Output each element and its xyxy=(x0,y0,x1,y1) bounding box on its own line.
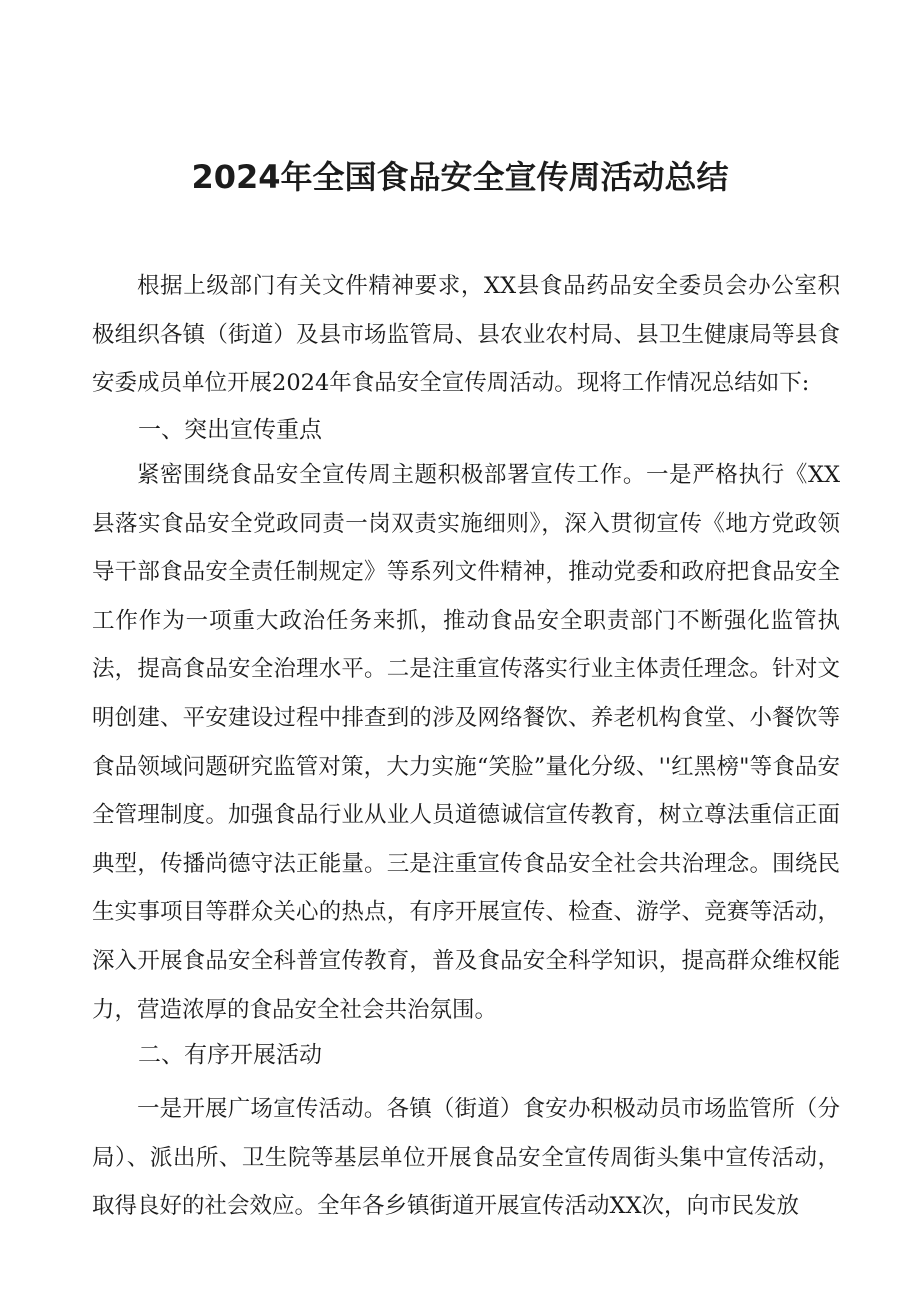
section-1-paragraph: 紧密围绕食品安全宣传周主题积极部署宣传工作。一是严格执行《XX县落实食品安全党政同责一岗双责实施细则》，深入贯彻宣传《地方党政领导干部食品安全责任制规定》等系列文件精神，推动党委和政府把食品安全工作作为一项重大政治任务来抓，推动食品安全职责部门不断强化监管执法，提高食品安全治理水平。二是注重宣传落实行业主体责任理念。针对文明创建、平安建设过程中排查到的涉及网络餐饮、养老机构食堂、小餐饮等食品领域问题研究监管对策，大力实施“笑脸”量化分级、''红黑榜"等食品安全管理制度。加强食品行业从业人员道德诚信宣传教育，树立尊法重信正面典型，传播尚德守法正能量。三是注重宣传食品安全社会共治理念。围绕民生实事项目等群众关心的热点，有序开展宣传、检查、游学、竞赛等活动，深入开展食品安全科普宣传教育，普及食品安全科学知识，提高群众维权能力，营造浓厚的食品安全社会共治氛围。 xyxy=(92,462,840,1023)
intro-paragraph: 根据上级部门有关文件精神要求，XX县食品药品安全委员会办公室积极组织各镇（街道）及县市场监管局、县农业农村局、县卫生健康局等县食安委成员单位开展2024年食品安全宣传周活动。现将工作情况总结如下: xyxy=(92,273,840,397)
document-title: 2024年全国食品安全宣传周活动总结 xyxy=(191,158,729,196)
section-heading-1: 一、突出宣传重点 xyxy=(138,417,322,443)
section-heading-2: 二、有序开展活动 xyxy=(138,1042,322,1068)
section-2-paragraph: 一是开展广场宣传活动。各镇（街道）食安办积极动员市场监管所（分局）、派出所、卫生院等基层单位开展食品安全宣传周街头集中宣传活动，取得良好的社会效应。全年各乡镇街道开展宣传活动XX次，向市民发放 xyxy=(92,1096,840,1220)
